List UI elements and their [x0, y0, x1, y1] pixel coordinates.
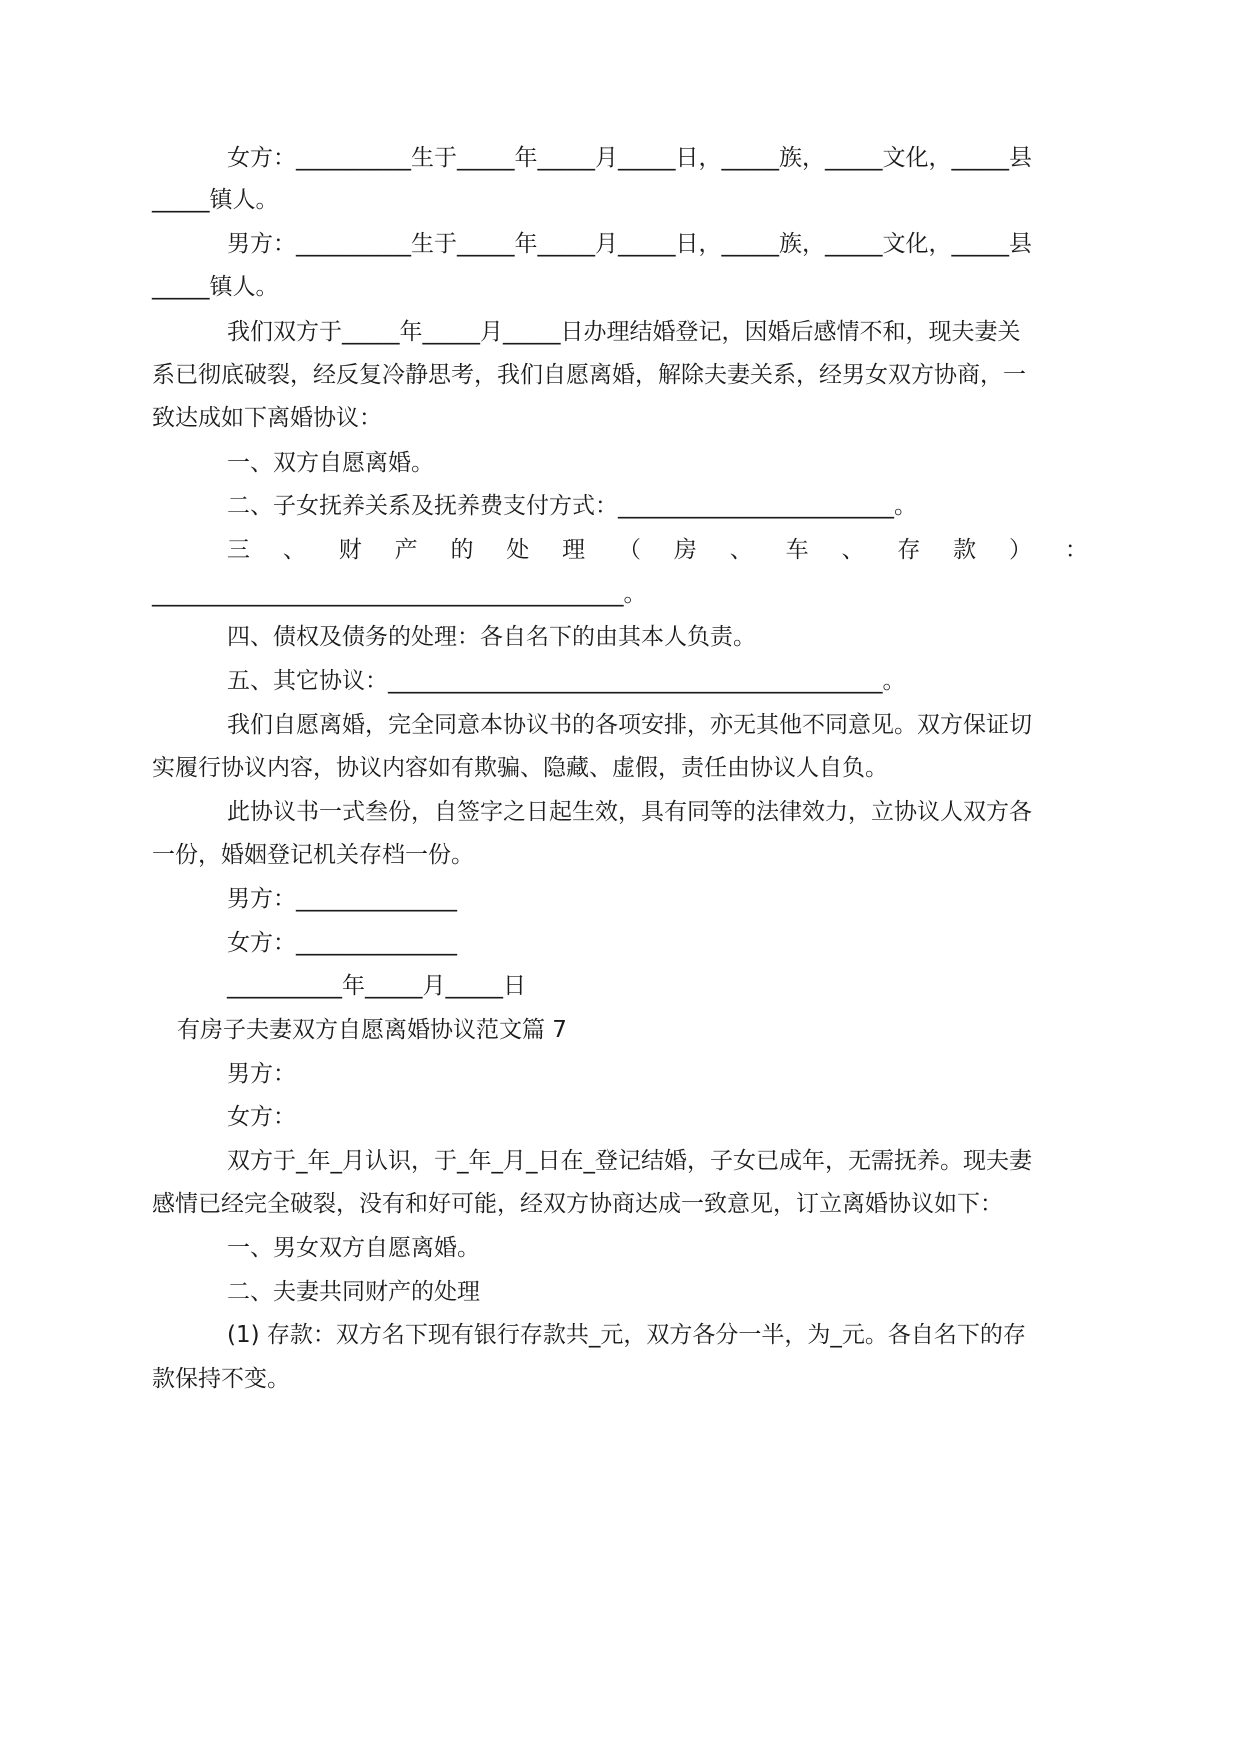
clause-three-char: （ — [618, 537, 642, 563]
clause-three-char: 存 — [897, 537, 921, 563]
clause-three-char: 处 — [506, 537, 530, 563]
clause-two: 二、子女抚养关系及抚养费支付方式：________________________。 — [227, 493, 917, 519]
signature-male: 男方：______________ — [227, 886, 457, 912]
clause-one: 一、双方自愿离婚。 — [227, 450, 434, 476]
clause-five: 五、其它协议：___________________________________________。 — [227, 668, 906, 694]
female-info-line-cont: _____镇人。 — [152, 187, 279, 213]
intro-paragraph-line: 致达成如下离婚协议： — [152, 405, 382, 431]
intro-paragraph-line: 我们双方于_____年_____月_____日办理结婚登记，因婚后感情不和，现夫妻关 — [227, 319, 1021, 345]
male-info-line: 男方：__________生于_____年_____月_____日，_____族，_____文化，_____县 — [227, 231, 1032, 257]
copies-paragraph-line: 一份，婚姻登记机关存档一份。 — [152, 842, 474, 868]
clause-three-char: 、 — [841, 537, 865, 563]
clause-three-char: ） — [1009, 537, 1033, 563]
sample-clause-one: 一、男女双方自愿离婚。 — [227, 1235, 480, 1261]
clause-three-char: 财 — [338, 537, 362, 563]
clause-three — [227, 536, 1088, 564]
clause-three-char: 款 — [953, 537, 977, 563]
clause-three-char: 三 — [227, 537, 250, 563]
clause-three-blank: _________________________________________。 — [152, 581, 647, 607]
clause-three-char: 产 — [394, 537, 418, 563]
clause-three-char: 理 — [562, 537, 586, 563]
signature-date: __________年_____月_____日 — [227, 973, 526, 999]
party-female-label: 女方： — [227, 1104, 296, 1130]
signature-female: 女方：______________ — [227, 930, 457, 956]
sample-intro-line: 双方于_年_月认识，于_年_月_日在_登记结婚，子女已成年，无需抚养。现夫妻 — [227, 1148, 1032, 1174]
sample-intro-line: 感情已经完全破裂，没有和好可能，经双方协商达成一致意见，订立离婚协议如下： — [152, 1191, 1003, 1217]
party-male-label: 男方： — [227, 1061, 296, 1087]
male-info-line-cont: _____镇人。 — [152, 274, 279, 300]
clause-three-char: 的 — [450, 537, 474, 563]
section-title: 有房子夫妻双方自愿离婚协议范文篇 7 — [177, 1017, 567, 1043]
voluntary-paragraph-line: 我们自愿离婚，完全同意本协议书的各项安排，亦无其他不同意见。双方保证切 — [227, 712, 1032, 738]
clause-three-char: 、 — [729, 537, 753, 563]
clause-three-char: ： — [1064, 537, 1088, 563]
female-info-line: 女方：__________生于_____年_____月_____日，_____族，_____文化，_____县 — [227, 145, 1032, 171]
clause-four: 四、债权及债务的处理：各自名下的由其本人负责。 — [227, 624, 756, 650]
deposit-line-cont: 款保持不变。 — [152, 1366, 290, 1392]
copies-paragraph-line: 此协议书一式叁份，自签字之日起生效，具有同等的法律效力，立协议人双方各 — [227, 799, 1032, 825]
clause-three-char: 车 — [785, 537, 809, 563]
sample-clause-two: 二、夫妻共同财产的处理 — [227, 1279, 480, 1305]
deposit-line: (1) 存款：双方名下现有银行存款共_元，双方各分一半，为_元。各自名下的存 — [227, 1322, 1026, 1348]
intro-paragraph-line: 系已彻底破裂，经反复冷静思考，我们自愿离婚，解除夫妻关系，经男女双方协商，一 — [152, 362, 1026, 388]
voluntary-paragraph-line: 实履行协议内容，协议内容如有欺骗、隐藏、虚假，责任由协议人自负。 — [152, 755, 888, 781]
clause-three-char: 、 — [282, 537, 306, 563]
clause-three-char: 房 — [673, 537, 697, 563]
